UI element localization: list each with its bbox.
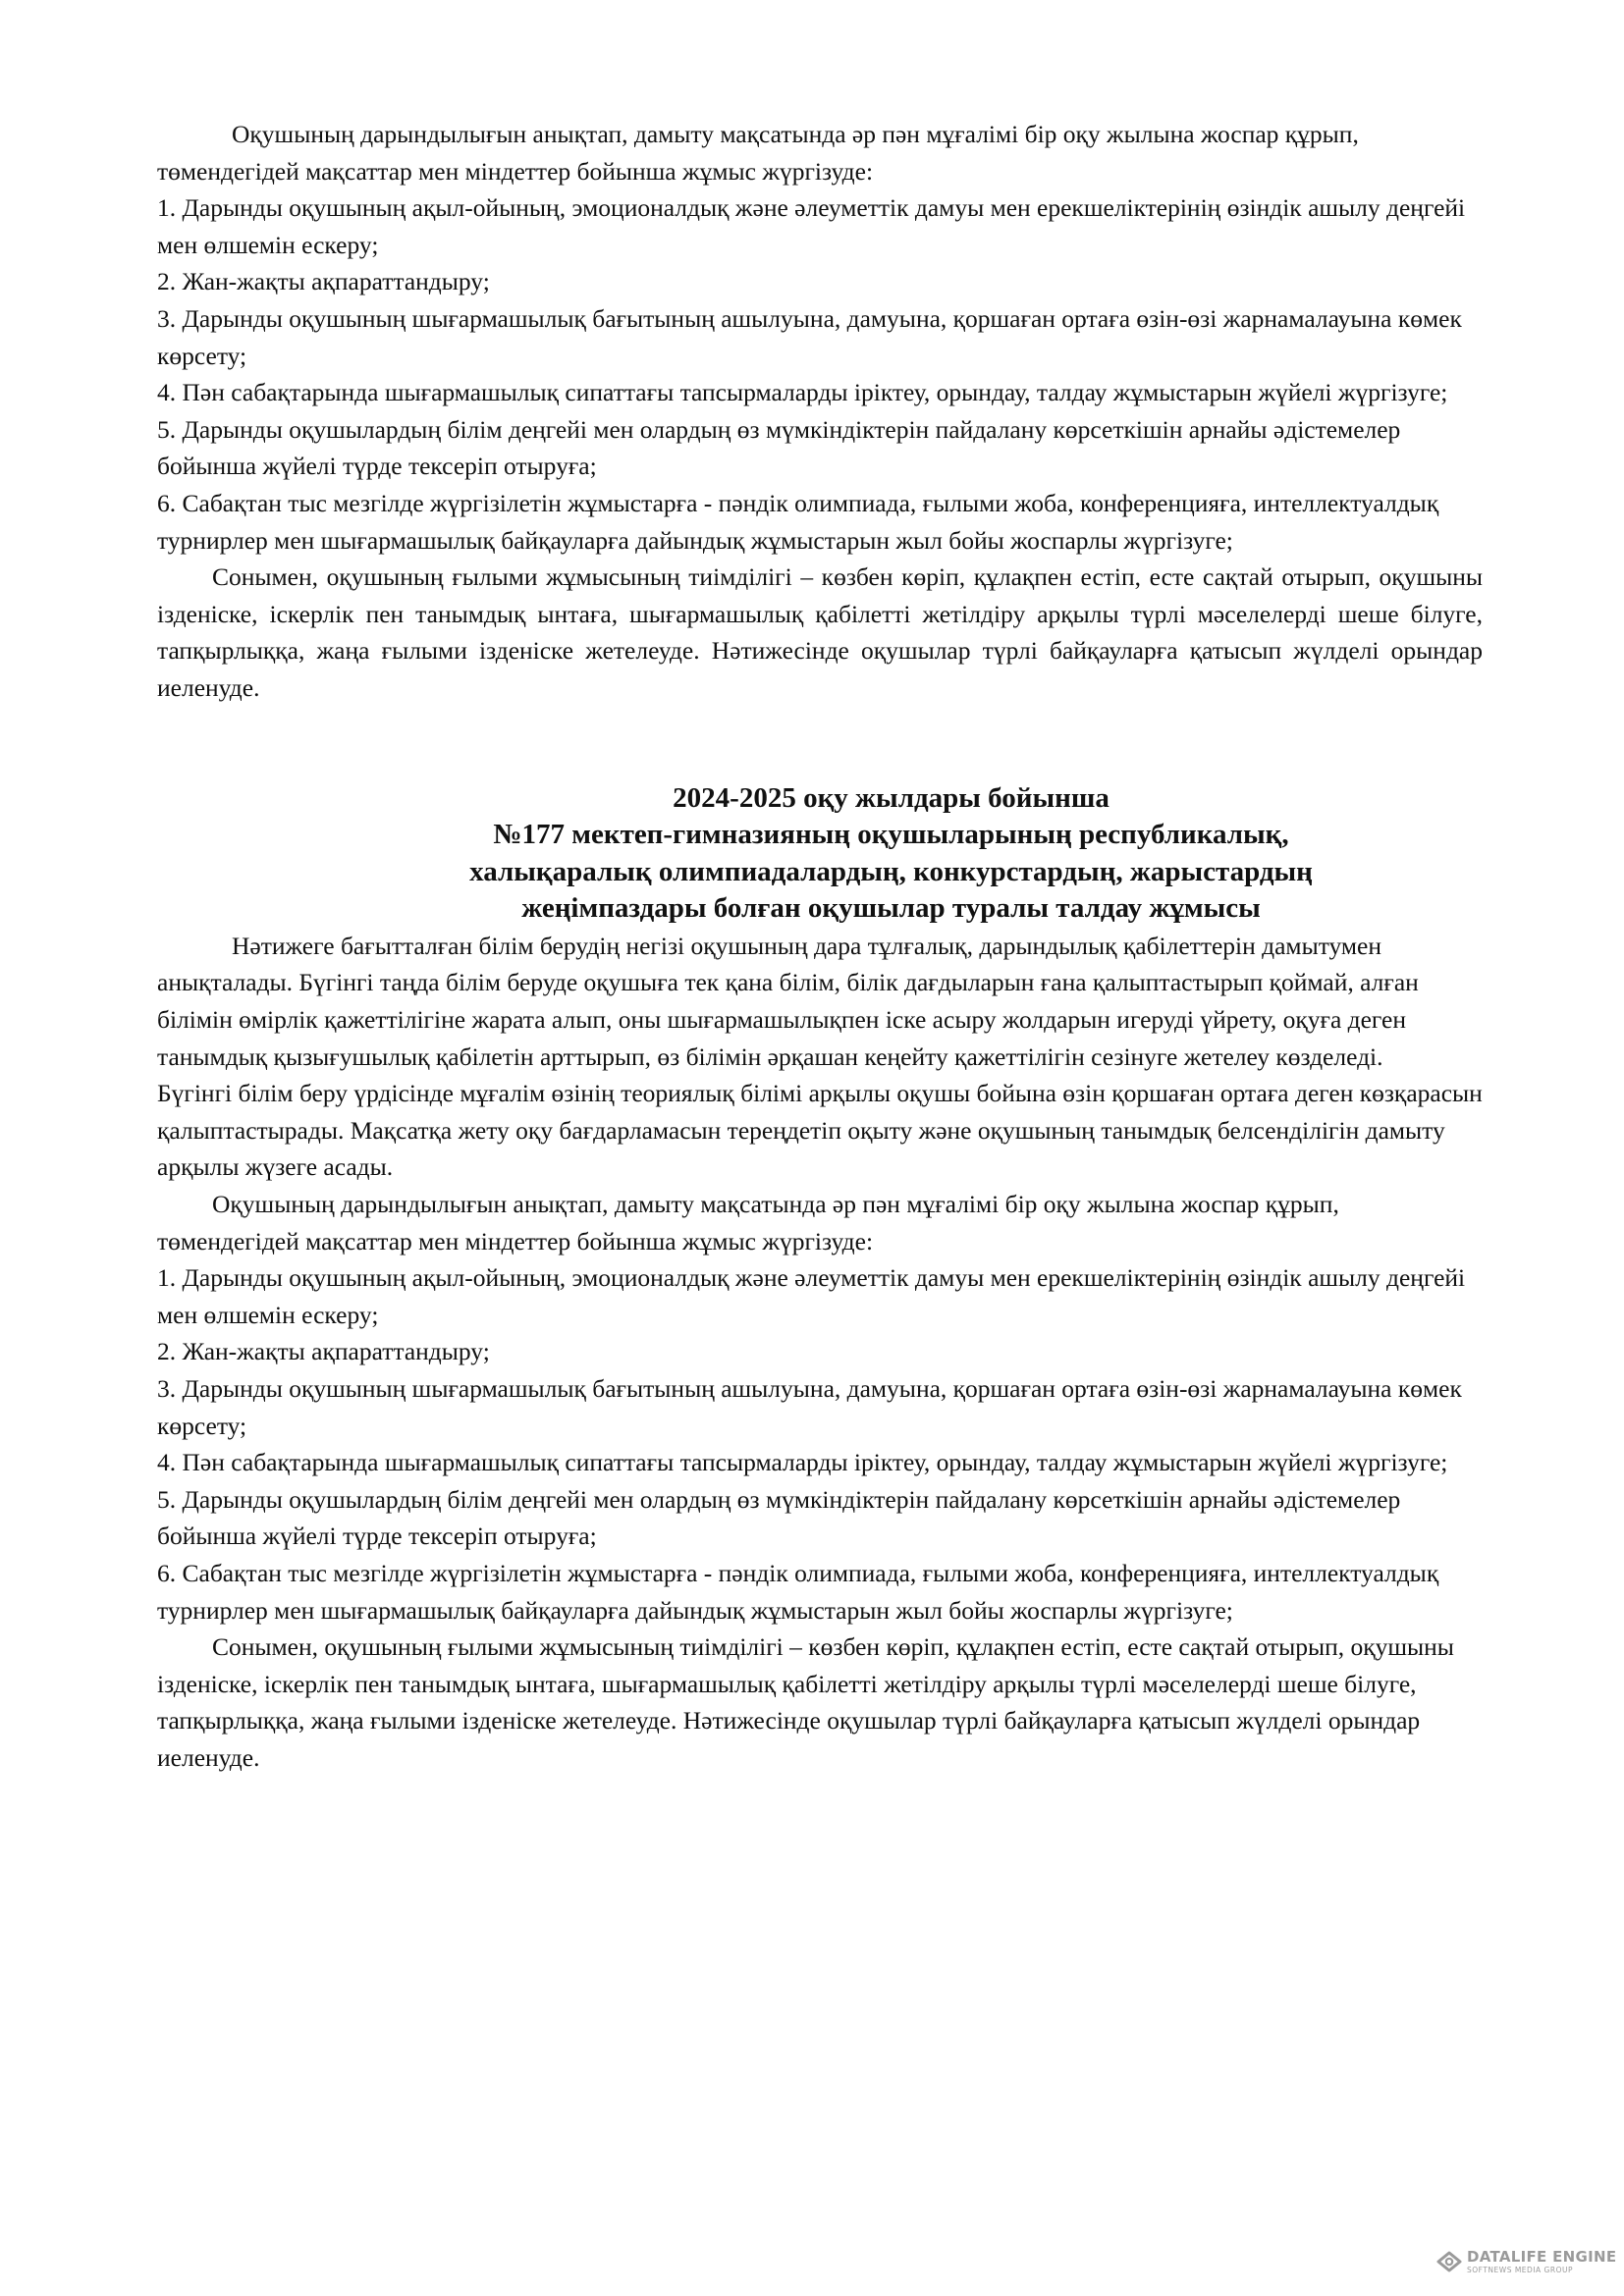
section1-intro: Оқушының дарындылығын анықтап, дамыту мақсатында әр пән мұғалімі бір оқу жылына жоспар құрып, төмендегідей мақсаттар мен міндеттер бойынша жұмыс жүргізуде: (157, 120, 1359, 186)
document-title (157, 780, 1483, 928)
watermark (1436, 2250, 1616, 2274)
list-item: 6. Сабақтан тыс мезгілде жүргізілетін жұмыстарға - пәндік олимпиада, ғылыми жоба, конференцияға, интеллектуалдық турнирлер мен шығармашылық байқауларға дайындық жұмыстарын жыл бойы жоспарлы жүргізуге; (157, 488, 1439, 555)
list-item: 5. Дарынды оқушылардың білім деңгейі мен олардың өз мүмкіндіктерін пайдалану көрсеткішін арнайы әдістемелер бойынша жүйелі түрде тексеріп отыруға; (157, 1484, 1401, 1551)
section2-list (157, 1259, 1483, 1629)
section2-conclusion: Сонымен, оқушының ғылыми жұмысының тиімділігі – көзбен көріп, құлақпен естіп, есте сақтай отырып, оқушыны ізденіске, іскерлік пен танымдық ынтаға, шығармашылық қабілетті жетілдіру арқылы түрлі мәселелерді шеше білуге, тапқырлыққа, жаңа ғылыми ізденіске жетелеуде. Нәтижесінде оқушылар түрлі байқауларға қатысып жүлделі орындар иеленуде. (157, 1632, 1454, 1772)
section2-intro: Оқушының дарындылығын анықтап, дамыту мақсатында әр пән мұғалімі бір оқу жылына жоспар құрып, төмендегідей мақсаттар мен міндеттер бойынша жұмыс жүргізуде: (157, 1190, 1339, 1255)
list-item: 1. Дарынды оқушының ақыл-ойының, эмоционалдық және әлеуметтік дамуы мен ерекшеліктерінің өзіндік ашылу деңгейі мен өлшемін ескеру; (157, 1263, 1466, 1329)
section1-list (157, 189, 1483, 559)
list-item: 5. Дарынды оқушылардың білім деңгейі мен олардың өз мүмкіндіктерін пайдалану көрсеткішін арнайы әдістемелер бойынша жүйелі түрде тексеріп отыруға; (157, 414, 1401, 481)
section-spacer (157, 707, 1483, 780)
document-page (157, 116, 1483, 1777)
title-line: жеңімпаздары болған оқушылар туралы талдау жұмысы (521, 892, 1261, 925)
datalife-logo-icon (1436, 2251, 1462, 2272)
list-item: 3. Дарынды оқушының шығармашылық бағытының ашылуына, дамуына, қоршаған ортаға өзін-өзі жарнамалауына көмек көрсету; (157, 303, 1462, 370)
watermark-text (1467, 2250, 1616, 2274)
section2-lead (157, 928, 1483, 1186)
list-item: 4. Пән сабақтарында шығармашылық сипаттағы тапсырмаларды іріктеу, орындау, талдау жұмыстарын жүйелі жүргізуге; (157, 1448, 1448, 1477)
watermark-subtitle: SOFTNEWS MEDIA GROUP (1467, 2266, 1573, 2274)
section1-conclusion: Сонымен, оқушының ғылыми жұмысының тиімділігі – көзбен көріп, құлақпен естіп, есте сақтай отырып, оқушыны ізденіске, іскерлік пен танымдық ынтаға, шығармашылық қабілетті жетілдіру арқылы түрлі мәселелерді шеше білуге, тапқырлыққа, жаңа ғылыми ізденіске жетелеуде. Нәтижесінде оқушылар түрлі байқауларға қатысып жүлделі орындар иеленуде. (157, 562, 1483, 702)
title-line: №177 мектеп-гимназияның оқушыларының республикалық, (493, 819, 1289, 851)
title-line: 2024-2025 оқу жылдары бойынша (673, 781, 1110, 814)
list-item: 2. Жан-жақты ақпараттандыру; (157, 267, 490, 296)
title-line: халықаралық олимпиадалардың, конкурстардың, жарыстардың (469, 855, 1313, 887)
watermark-title: DATALIFE ENGINE (1467, 2248, 1617, 2266)
list-item: 1. Дарынды оқушының ақыл-ойының, эмоционалдық және әлеуметтік дамуы мен ерекшеліктерінің өзіндік ашылу деңгейі мен өлшемін ескеру; (157, 193, 1466, 259)
list-item: 4. Пән сабақтарында шығармашылық сипаттағы тапсырмаларды іріктеу, орындау, талдау жұмыстарын жүйелі жүргізуге; (157, 378, 1448, 407)
lead-text-continued: Бүгінгі білім беру үрдісінде мұғалім өзінің теориялық білімі арқылы оқушы бойына өзін қоршаған ортаға деген көзқарасын қалыптастырады. Мақсатқа жету оқу бағдарламасын тереңдетіп оқыту және оқушының танымдық белсенділігін дамыту арқылы жүзеге асады. (157, 1079, 1483, 1182)
list-item: 6. Сабақтан тыс мезгілде жүргізілетін жұмыстарға - пәндік олимпиада, ғылыми жоба, конференцияға, интеллектуалдық турнирлер мен шығармашылық байқауларға дайындық жұмыстарын жыл бойы жоспарлы жүргізуге; (157, 1558, 1439, 1625)
lead-text: Нәтижеге бағытталған білім берудің негізі оқушының дара тұлғалық, дарындылық қабілеттерін дамытумен анықталады. Бүгінгі таңда білім беруде оқушыға тек қана білім, білік дағдыларын ғана қалыптастырып қоймай, алған білімін өмірлік қажеттілігіне жарата алып, оны шығармашылықпен іске асыру жолдарын игеруді үйрету, оқуға деген танымдық қызығушылық қабілетін арттырып, өз білімін әрқашан кеңейту қажеттілігін сезінуге жетелеу көзделеді. (157, 931, 1419, 1071)
list-item: 2. Жан-жақты ақпараттандыру; (157, 1337, 490, 1366)
list-item: 3. Дарынды оқушының шығармашылық бағытының ашылуына, дамуына, қоршаған ортаға өзін-өзі жарнамалауына көмек көрсету; (157, 1374, 1462, 1440)
